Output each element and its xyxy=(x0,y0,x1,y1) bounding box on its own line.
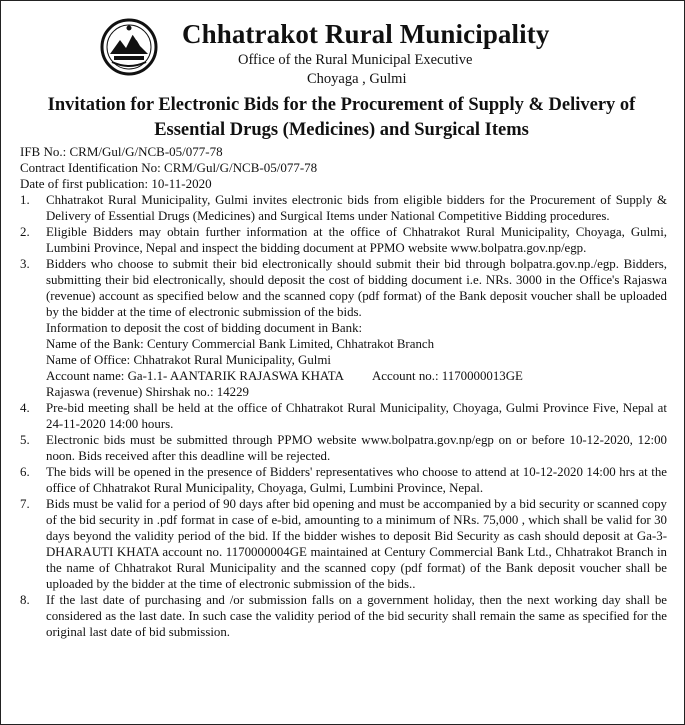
municipality-emblem-icon xyxy=(100,18,158,76)
item-text: If the last date of purchasing and /or submission falls on a government holiday, then the next working day shall be considered as the last date. In such case the validity period of the bid security shall remain the same as specified for the original last date of bid submission. xyxy=(46,593,667,639)
list-item xyxy=(20,432,667,464)
list-item xyxy=(20,224,667,256)
account-row xyxy=(46,368,667,384)
notice-header xyxy=(20,1,667,93)
account-name: Account name: Ga-1.1- AANTARIK RAJASWA KHATA xyxy=(46,369,344,383)
item-text: Eligible Bidders may obtain further information at the office of Chhatrakot Rural Municipality, Choyaga, Gulmi, Lumbini Province, Nepal and inspect the bidding document at PPMO website www.bolpatra.gov.np/egp. xyxy=(46,225,667,255)
account-number: Account no.: 1170000013GE xyxy=(371,369,523,383)
list-item xyxy=(20,400,667,432)
item-text: Electronic bids must be submitted through PPMO website www.bolpatra.gov.np/egp on or before 10-12-2020, 12:00 noon. Bids received after this deadline will be rejected. xyxy=(46,433,667,463)
list-item xyxy=(20,256,667,400)
office-name: Office of the Rural Municipal Executive xyxy=(238,52,473,68)
item-text: The bids will be opened in the presence of Bidders' representatives who choose to attend at 10-12-2020 14:00 hrs at the office of Chhatrakot Rural Municipality, Choyaga, Gulmi, Lumbini Province, Nepal. xyxy=(46,465,667,495)
bank-name: Name of the Bank: Century Commercial Bank Limited, Chhatrakot Branch xyxy=(46,337,435,351)
item-text: Bids must be valid for a period of 90 days after bid opening and must be accompanied by a bid security or scanned copy of the bid security in .pdf format in case of e-bid, amounting to a minimum of NRs. 75,000 , which shall be valid for 30 days beyond the validity period of the bid. If the bidder wishes to deposit Bid Security as cash should deposit at Ga-3-DHARAUTI KHATA account no. 1170000004GE maintained at Century Commercial Bank Ltd., Chhatrakot Branch in the name of Chhatrakot Rural Municipality and the scanned copy (pdf format) of the Bank deposit voucher shall be uploaded by the bidder at the time of electronic submission of the bids.. xyxy=(46,497,667,591)
notice-meta xyxy=(20,144,667,192)
item-number: 4. xyxy=(20,401,30,415)
publication-date: Date of first publication: 10-11-2020 xyxy=(20,176,212,191)
item-text: Bidders who choose to submit their bid electronically should submit their bid through bolpatra.gov.np./egp. Bidders, submitting their bid electronically, should deposit the cost of bidding document i.e. NRs. 3000 in the Office's Rajaswa (revenue) account as specified below and the scanned copy (pdf format) of the Bank deposit voucher shall be uploaded by the bidder at the time of electronic submission of the bids. xyxy=(46,257,667,319)
office-account-name: Name of Office: Chhatrakot Rural Municipality, Gulmi xyxy=(46,353,331,367)
ifb-number: IFB No.: CRM/Gul/G/NCB-05/077-78 xyxy=(20,144,223,159)
title-line-2: Essential Drugs (Medicines) and Surgical Items xyxy=(154,120,529,140)
item-text: Chhatrakot Rural Municipality, Gulmi invites electronic bids from eligible bidders for the Procurement of Supply & Delivery of Essential Drugs (Medicines) and Surgical Items under National Competitive Bidding procedures. xyxy=(46,193,667,223)
item-number: 5. xyxy=(20,433,30,447)
item-number: 6. xyxy=(20,465,30,479)
item-number: 3. xyxy=(20,257,30,271)
bank-info-intro: Information to deposit the cost of bidding document in Bank: xyxy=(46,321,363,335)
list-item xyxy=(20,192,667,224)
title-line-1: Invitation for Electronic Bids for the Procurement of Supply & Delivery of xyxy=(47,95,636,115)
item-number: 7. xyxy=(20,497,30,511)
org-name: Chhatrakot Rural Municipality xyxy=(182,19,550,49)
revenue-shirshak: Rajaswa (revenue) Shirshak no.: 14229 xyxy=(46,385,249,399)
item-number: 1. xyxy=(20,193,30,207)
contract-id: Contract Identification No: CRM/Gul/G/NCB-05/077-78 xyxy=(20,160,318,175)
item-text: Pre-bid meeting shall be held at the office of Chhatrakot Rural Municipality, Choyaga, Gulmi Province Five, Nepal at 24-11-2020 14:00 hours. xyxy=(46,401,667,431)
list-item xyxy=(20,464,667,496)
notice-items xyxy=(20,192,667,640)
item-number: 2. xyxy=(20,225,30,239)
office-location: Choyaga , Gulmi xyxy=(307,71,407,87)
notice-title xyxy=(20,93,663,143)
list-item xyxy=(20,592,667,640)
item-number: 8. xyxy=(20,593,30,607)
list-item xyxy=(20,496,667,592)
